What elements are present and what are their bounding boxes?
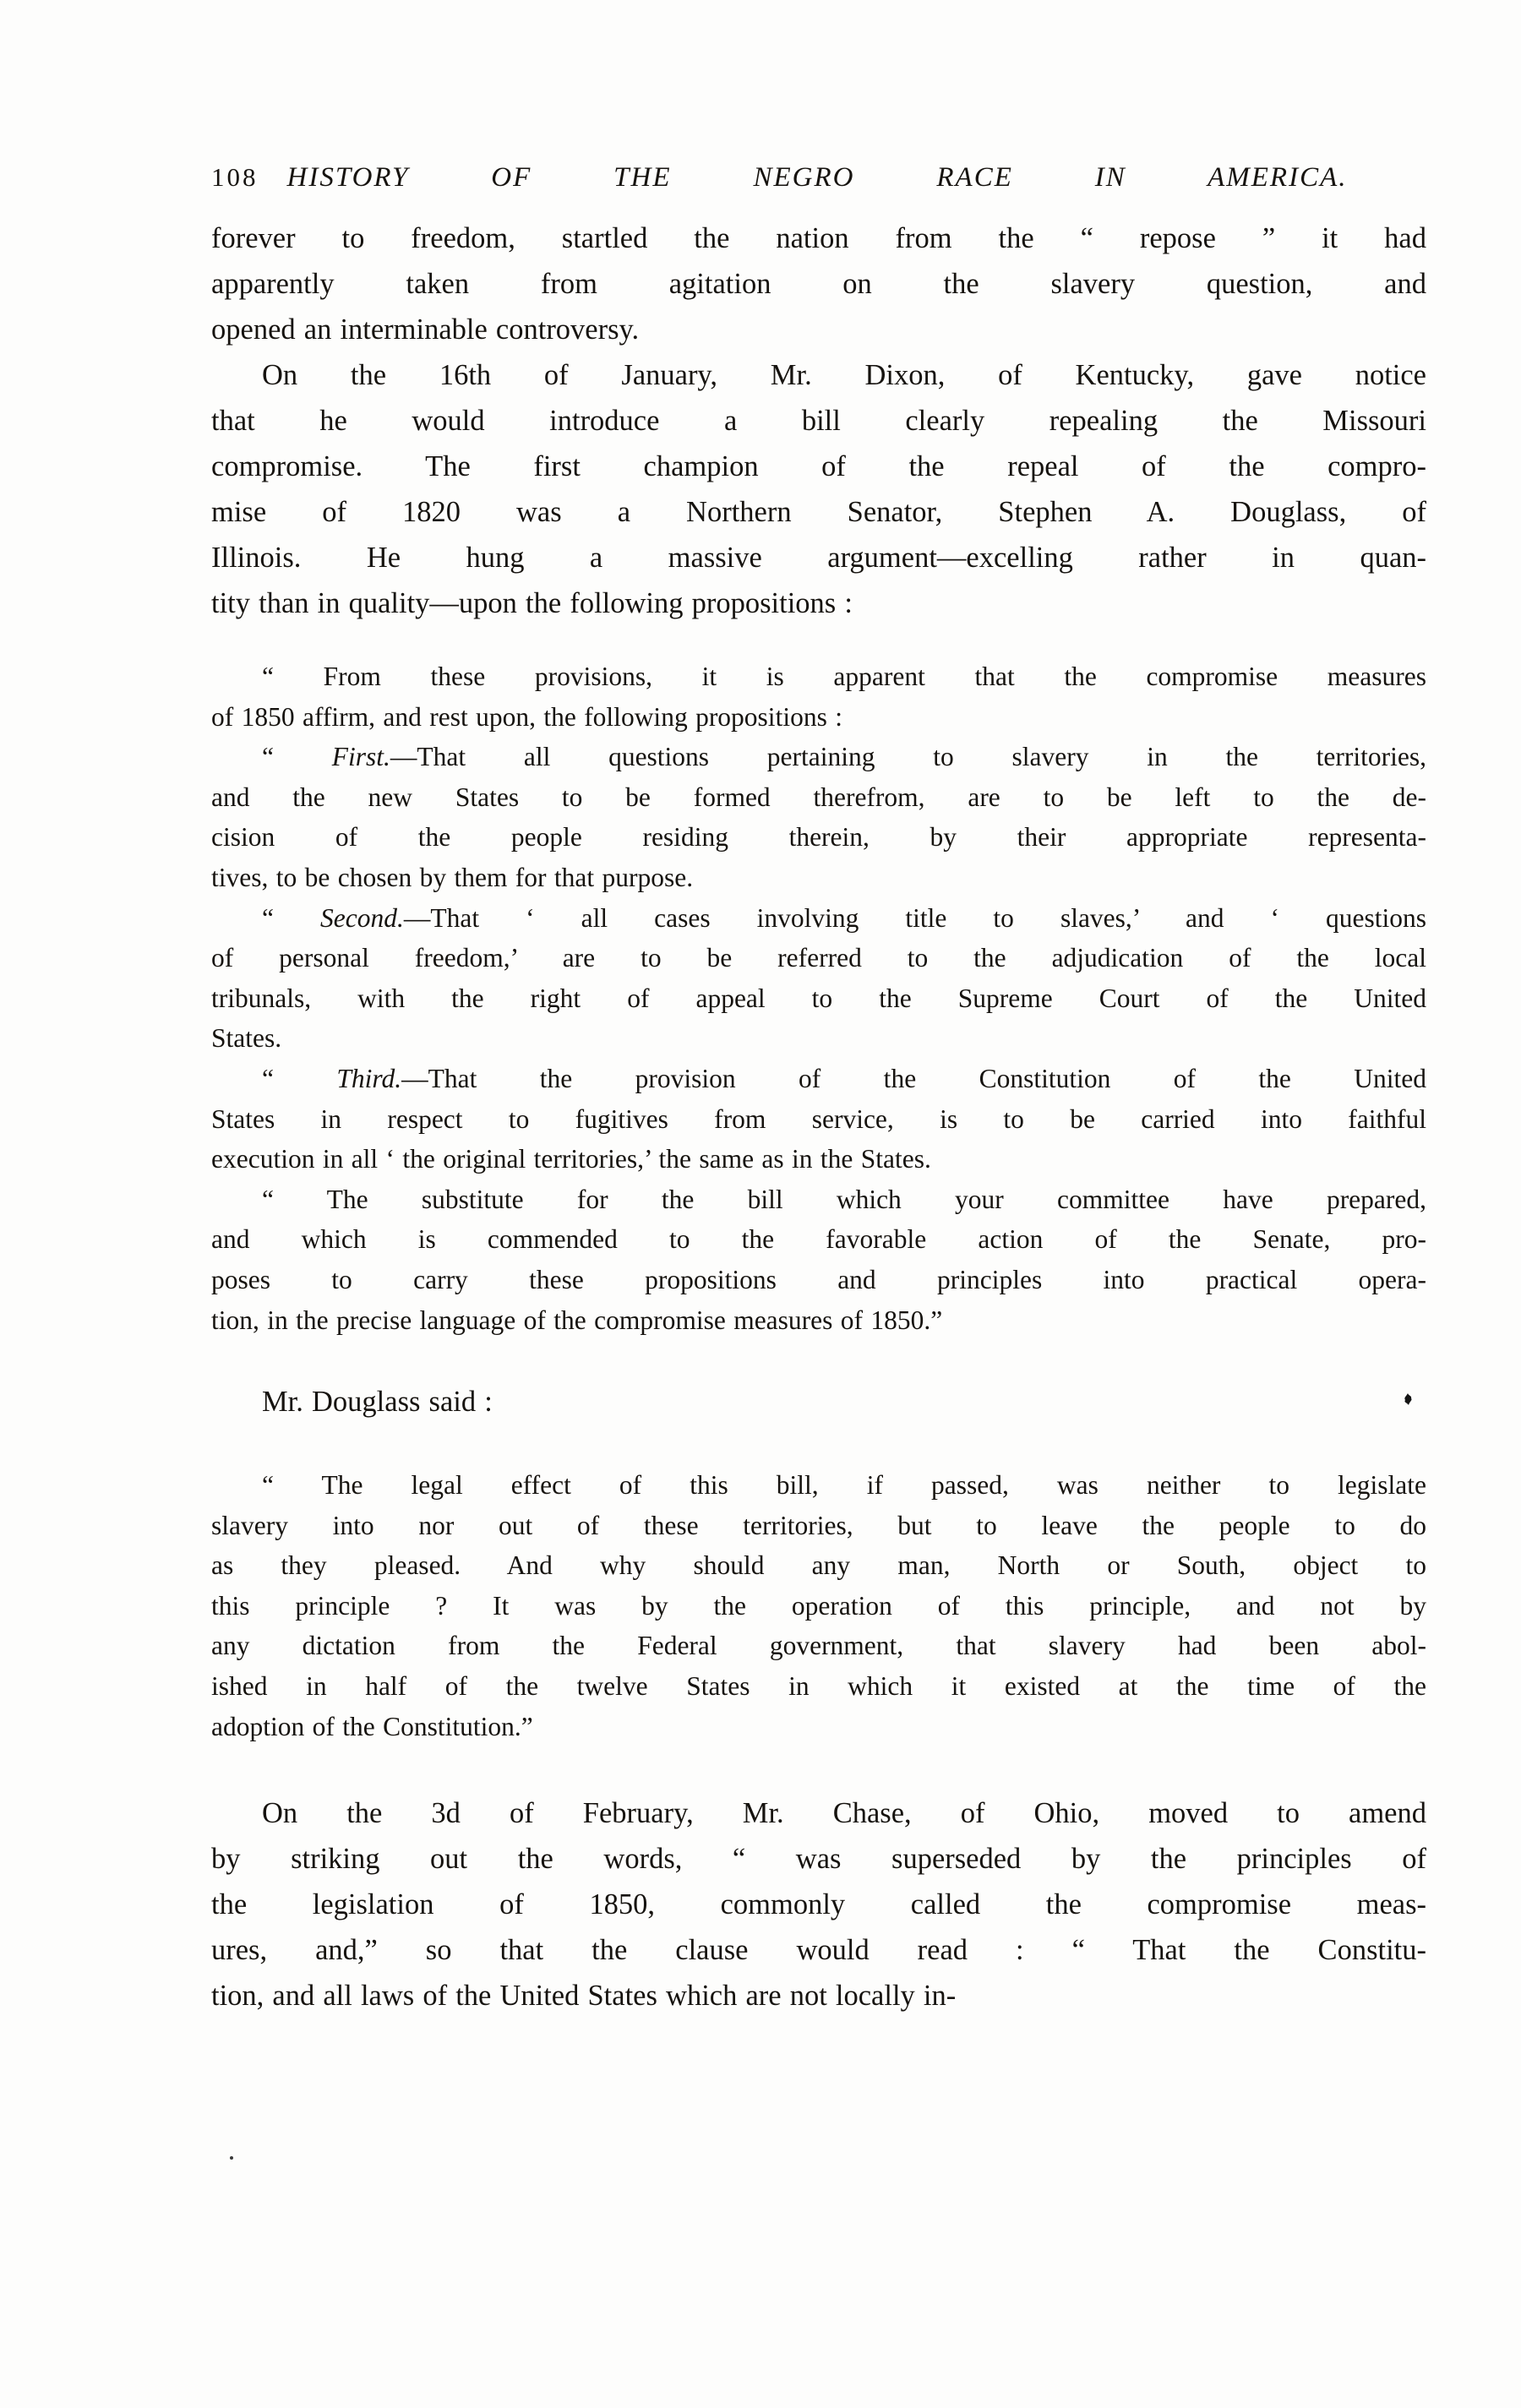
extract-paragraph-closing — [211, 1179, 1426, 1340]
quote-mark: “ — [262, 1063, 337, 1093]
text-line: “ The substitute for the bill which your committee have prepared, — [262, 1184, 1426, 1214]
text-line: slavery into nor out of these territories, but to leave the people to do — [211, 1510, 1426, 1540]
text-line: any dictation from the Federal government, that slavery had been abol- — [211, 1631, 1426, 1661]
text-line: “ The legal effect of this bill, if passed, was neither to legislate — [262, 1470, 1426, 1501]
page-number: 108 — [211, 162, 259, 192]
line-text: —That the provision of the Constitution of the United — [401, 1063, 1426, 1093]
attribution-line: Mr. Douglass said : — [262, 1386, 493, 1419]
extract-paragraph-third — [211, 1059, 1426, 1179]
running-title: HISTORY OF THE NEGRO RACE IN AMERICA. — [286, 162, 1348, 193]
text-line: Illinois. He hung a massive argument—excelling rather in quan- — [211, 542, 1426, 574]
text-line: tion, in the precise language of the compromise measures of 1850.” — [211, 1305, 943, 1335]
scan-speck — [230, 2156, 233, 2160]
text-line: forever to freedom, startled the nation from the “ repose ” it had — [211, 222, 1426, 254]
text-line: On the 16th of January, Mr. Dixon, of Kentucky, gave notice — [262, 359, 1426, 391]
text-line: compromise. The first champion of the repeal of the compro- — [211, 450, 1426, 482]
line-text: —That ‘ all cases involving title to slaves,’ and ‘ questions — [403, 902, 1427, 933]
text-line: poses to carry these propositions and principles into practical opera- — [211, 1264, 1426, 1294]
text-line: States. — [211, 1023, 282, 1054]
text-line: tives, to be chosen by them for that purpose. — [211, 862, 694, 892]
extract-paragraph-second — [211, 898, 1426, 1059]
text-line: tity than in quality—upon the following propositions : — [211, 587, 853, 619]
running-head — [211, 162, 1426, 193]
text-line: of personal freedom,’ are to be referred to the adjudication of the local — [211, 943, 1426, 973]
dixon-paragraph — [211, 352, 1426, 626]
text-line: opened an interminable controversy. — [211, 313, 640, 346]
line-text: —That all questions pertaining to slavery in the territories, — [390, 742, 1426, 772]
extract-paragraph-first — [211, 737, 1426, 897]
text-line: States in respect to fugitives from service, is to be carried into faithful — [211, 1103, 1426, 1134]
text-line: this principle ? It was by the operation of this principle, and not by — [211, 1590, 1426, 1621]
extract-paragraph-intro — [211, 656, 1426, 737]
douglass-extract — [211, 1465, 1426, 1746]
text-line — [211, 737, 1426, 777]
text-line: execution in all ‘ the original territories,’ the same as in the States. — [211, 1144, 931, 1174]
text-line: apparently taken from agitation on the slavery question, and — [211, 268, 1426, 300]
text-line: cision of the people residing therein, by their appropriate representa- — [211, 822, 1426, 853]
committee-extract — [211, 656, 1426, 1340]
text-line: adoption of the Constitution.” — [211, 1711, 533, 1741]
italic-lead-first: First. — [331, 742, 390, 772]
closing-paragraph — [211, 1790, 1426, 2018]
quote-mark: “ — [262, 742, 332, 772]
quote-mark: “ — [262, 902, 321, 933]
text-line: tribunals, with the right of appeal to the Supreme Court of the United — [211, 983, 1426, 1013]
ink-blot-mark — [1401, 1392, 1415, 1408]
italic-lead-second: Second. — [320, 902, 404, 933]
text-line: On the 3d of February, Mr. Chase, of Ohio, moved to amend — [262, 1797, 1426, 1830]
text-line: and which is commended to the favorable action of the Senate, pro- — [211, 1224, 1426, 1255]
text-line: “ From these provisions, it is apparent that the compromise measures — [262, 662, 1426, 691]
text-line: the legislation of 1850, commonly called the compromise meas- — [211, 1888, 1426, 1921]
text-line: and the new States to be formed therefrom, are to be left to the de- — [211, 782, 1426, 812]
opening-paragraph — [211, 215, 1426, 352]
text-line: of 1850 affirm, and rest upon, the following propositions : — [211, 701, 842, 732]
text-line: ished in half of the twelve States in which it existed at the time of the — [211, 1671, 1426, 1702]
text-line — [211, 1059, 1426, 1099]
text-line: by striking out the words, “ was superseded by the principles of — [211, 1843, 1426, 1876]
text-column — [211, 162, 1426, 2018]
text-line: ures, and,” so that the clause would read : “ That the Constitu- — [211, 1934, 1426, 1967]
text-line: tion, and all laws of the United States which are not locally in- — [211, 1980, 957, 2013]
text-line: that he would introduce a bill clearly repealing the Missouri — [211, 405, 1426, 437]
text-line: as they pleased. And why should any man, North or South, object to — [211, 1550, 1426, 1581]
text-line — [211, 898, 1426, 939]
text-line: mise of 1820 was a Northern Senator, Stephen A. Douglass, of — [211, 496, 1426, 528]
italic-lead-third: Third. — [336, 1063, 402, 1093]
